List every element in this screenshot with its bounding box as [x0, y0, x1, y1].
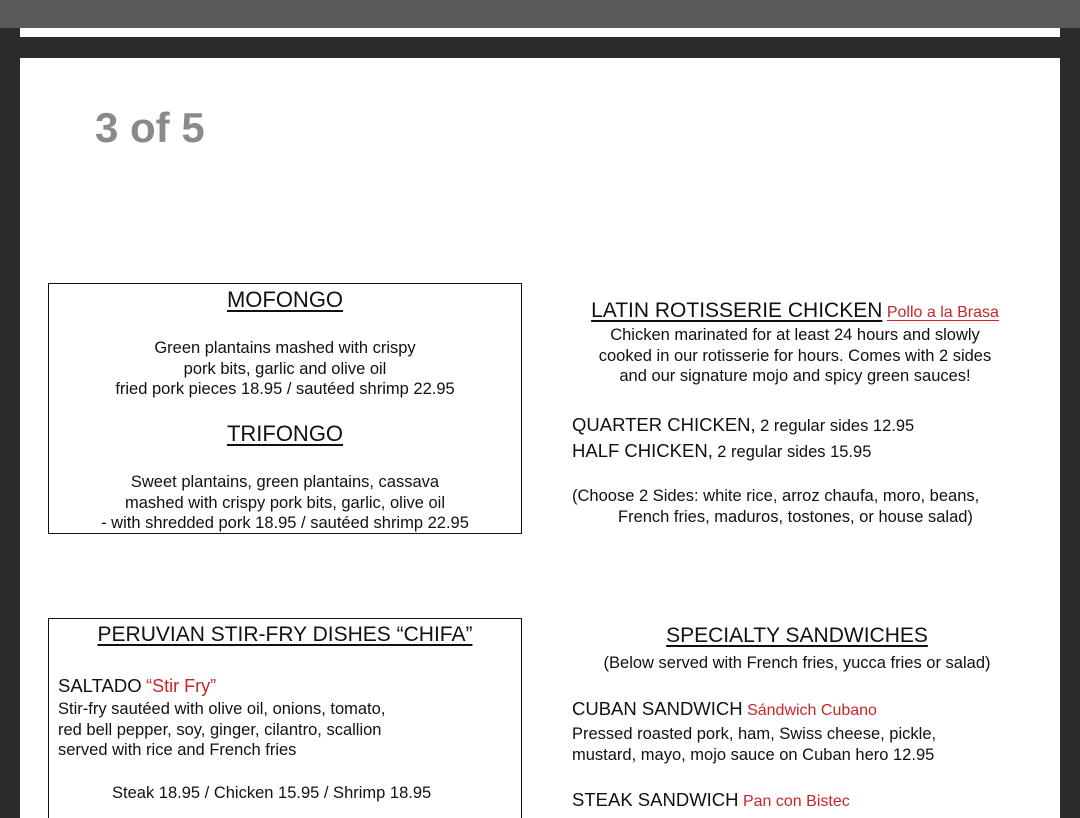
sides-line: (Choose 2 Sides: white rice, arroz chaufa, moro, beans,: [572, 487, 980, 505]
trifongo-line: mashed with crispy pork bits, garlic, olive oil: [124, 493, 446, 512]
mofongo-section: [48, 283, 522, 534]
chifa-section: [48, 618, 522, 818]
mofongo-description: [49, 338, 521, 400]
sandwiches-title: SPECIALTY SANDWICHES: [666, 624, 928, 647]
cuban-sandwich-name: CUBAN SANDWICH: [572, 698, 743, 719]
saltado-description: [58, 699, 385, 761]
rotisserie-section: [560, 299, 1030, 387]
chifa-title: PERUVIAN STIR-FRY DISHES “CHIFA”: [97, 623, 473, 646]
sandwiches-note: (Below served with French fries, yucca fries or salad): [603, 654, 991, 672]
cuban-sandwich-line: mustard, mayo, mojo sauce on Cuban hero 12.95: [572, 745, 935, 764]
saltado-prices: Steak 18.95 / Chicken 15.95 / Shrimp 18.95: [112, 784, 432, 802]
viewer-top-bar: [0, 0, 1080, 28]
sandwiches-heading: [560, 624, 1034, 674]
rotisserie-line: and our signature mojo and spicy green sauces!: [619, 367, 971, 385]
rotisserie-subtitle: Pollo a la Brasa: [886, 304, 999, 321]
saltado-line: red bell pepper, soy, ginger, cilantro, scallion: [58, 720, 382, 739]
half-chicken-detail: 2 regular sides 15.95: [717, 443, 872, 461]
quarter-chicken-detail: 2 regular sides 12.95: [760, 417, 915, 435]
page-indicator: 3 of 5: [95, 104, 205, 151]
steak-sandwich-subtitle: Pan con Bistec: [742, 793, 850, 810]
trifongo-description: [49, 472, 521, 534]
cuban-sandwich-heading: [572, 698, 877, 720]
mofongo-line: Green plantains mashed with crispy: [154, 339, 416, 357]
rotisserie-line: Chicken marinated for at least 24 hours and slowly: [610, 326, 980, 344]
half-chicken-item: [572, 440, 871, 463]
saltado-line: Stir-fry sautéed with olive oil, onions, tomato,: [58, 700, 386, 718]
quarter-chicken-name: QUARTER CHICKEN,: [572, 414, 756, 435]
quarter-chicken-item: [572, 414, 914, 437]
previous-page-edge: [20, 28, 1060, 37]
trifongo-line: Sweet plantains, green plantains, cassava: [130, 473, 440, 491]
sides-note: [572, 486, 979, 527]
sides-line: French fries, maduros, tostones, or house salad): [618, 507, 973, 526]
saltado-line: served with rice and French fries: [58, 741, 297, 759]
cuban-sandwich-line: Pressed roasted pork, ham, Swiss cheese, pickle,: [572, 725, 937, 743]
mofongo-title: MOFONGO: [226, 287, 344, 312]
mofongo-prices: fried pork pieces 18.95 / sautéed shrimp 22.95: [115, 380, 455, 398]
rotisserie-title: LATIN ROTISSERIE CHICKEN: [591, 299, 883, 322]
mofongo-line: pork bits, garlic and olive oil: [183, 359, 387, 378]
saltado-heading: [58, 675, 216, 697]
menu-page: [20, 58, 1060, 818]
half-chicken-name: HALF CHICKEN,: [572, 440, 713, 461]
saltado-subtitle: “Stir Fry”: [146, 676, 217, 696]
rotisserie-line: cooked in our rotisserie for hours. Comes with 2 sides: [598, 346, 992, 365]
cuban-sandwich-subtitle: Sándwich Cubano: [747, 702, 877, 719]
cuban-sandwich-description: [572, 724, 936, 765]
rotisserie-description: [560, 325, 1030, 387]
steak-sandwich-name: STEAK SANDWICH: [572, 789, 739, 810]
trifongo-title: TRIFONGO: [226, 421, 344, 446]
saltado-name: SALTADO: [58, 675, 142, 696]
trifongo-prices: - with shredded pork 18.95 / sautéed shrimp 22.95: [101, 514, 469, 532]
rotisserie-heading: [560, 299, 1030, 323]
